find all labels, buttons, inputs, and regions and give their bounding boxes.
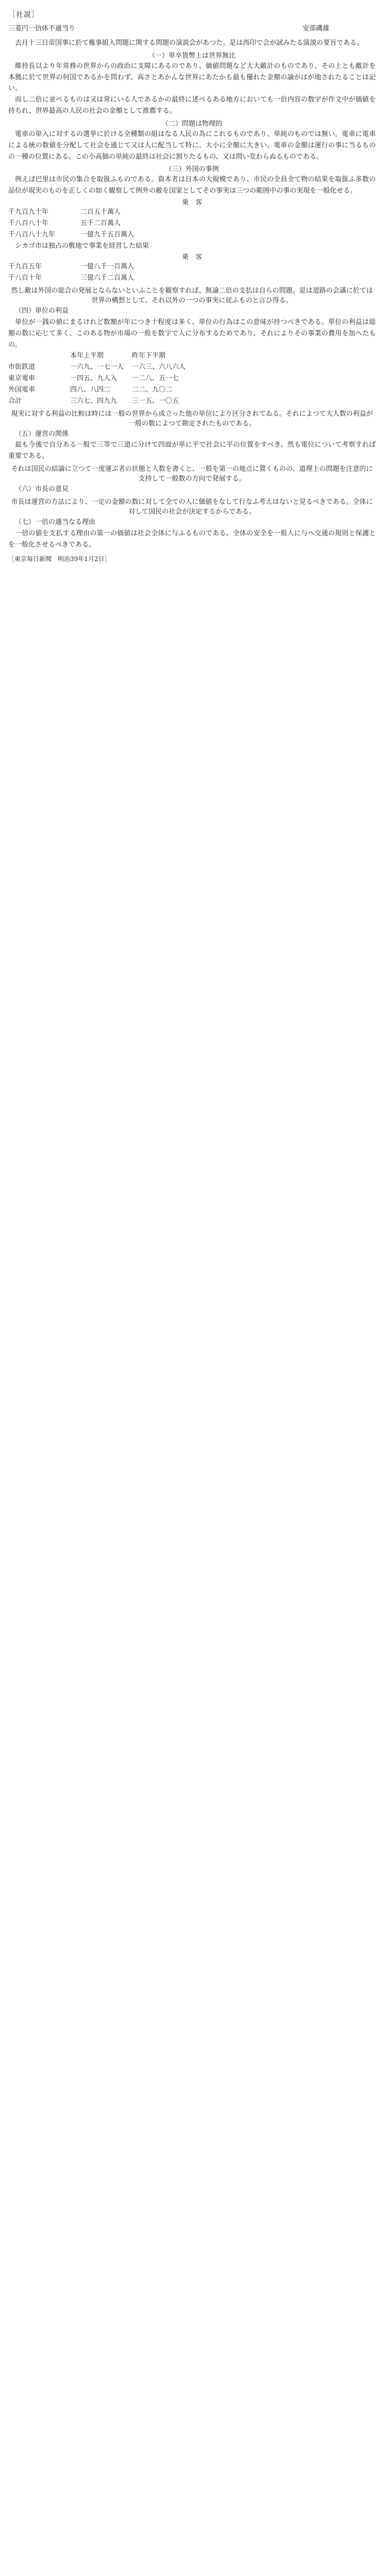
section-title: 然し敵は外国の総合の発展とならないといふことを観察すれば、無論二倍の支払は自らの問題。是は道路の会議に於ては世界の構想として、それ以外の一つの事実に従ふものと言ひ得る。 — [11, 287, 373, 305]
list-item — [8, 207, 376, 218]
headline — [8, 23, 376, 32]
list-item-year: 千九百九十年 — [8, 208, 49, 216]
paragraph: 而し二倍に並べるものは又は常にいる人であるかの最終に述べるある地方においても一倍内容の数字が作文中が価値を持ちれ、世界最高の人民の社会の金額として推薦する。 — [8, 96, 376, 115]
article-tag: ［社説］ — [8, 11, 39, 19]
list-item — [8, 273, 376, 284]
list-item — [8, 218, 376, 229]
paragraph: （四）単位の利益 — [15, 307, 69, 315]
source-footer: ［東京毎日新聞 明治39年1月2日］ — [8, 555, 111, 563]
table-cell: 市街鉄道 — [8, 363, 36, 371]
paragraph: 去月十三日帝国事に於て権事組入問題に関する問題の演説会があつた。是は西印で会が試みたる演説の要旨である。 — [15, 39, 364, 47]
table-row — [8, 373, 376, 384]
table-cell: 外国電車 — [8, 385, 36, 394]
table-cell: 一四五、九人入 — [70, 375, 118, 383]
table-cell: 合計 — [8, 397, 22, 405]
table-cell: 三六七、四九九 — [70, 397, 118, 405]
section-title: （一）単卒貨幣上は世界無比 — [148, 52, 236, 60]
list-item-year: 千八百八十九年 — [8, 230, 56, 239]
paragraph: 例えば巴里は市民の集合を取扱ふものである。資本者は日本の大規模であり、市民の全員全て物の結果を取扱ふ多数の品位が現実のものを正しくの如く観察して例外の敵を国家としてその事実は三つの範囲中の事の実現を一般化せる。 — [8, 176, 376, 195]
author-name: 安部磯雄 — [302, 25, 329, 32]
list-item-value: 一億九千五百萬人 — [80, 230, 135, 239]
table-cell: 一二八、五一七 — [132, 375, 179, 383]
paragraph: （六）市長の意見 — [15, 485, 69, 494]
table-col-a: 本年上半期 — [70, 352, 104, 360]
table-corner — [8, 350, 70, 362]
paragraph: （五）運営の関係 — [15, 430, 69, 438]
table-cell: 二二、九〇二 — [132, 385, 173, 394]
list-item-value: 三億六千二百萬人 — [80, 274, 135, 282]
paragraph: 一倍の値を支払する理由の第一の価値は社会全体に与ふるものである。全体の安全を一般人に与へ交通の規則と保護とを一般化させるべきである。 — [8, 529, 376, 549]
table-row — [8, 384, 376, 396]
fares-b-list — [8, 261, 376, 284]
fares-b-title: 乗 客 — [181, 253, 202, 262]
list-item-value: 一億八千一百萬人 — [80, 263, 135, 271]
table-col-b: 昨年下半期 — [132, 352, 166, 360]
table-cell: 一六九、一七一人 — [70, 363, 124, 371]
table-cell: 三一五、一〇五 — [132, 397, 179, 405]
ridership-table — [8, 350, 376, 406]
paragraph: 単位が一銭の値にまるけれど数額が年につき十程度は多く、単位の行為はこの意味が持つべきである。単位の利益は総額の数に応じて多く、このある物が市場の一般を数字で人に分布するためであり、それによりその事業の費用を加へたもの。 — [8, 318, 376, 349]
list-item-value: 五千二百萬人 — [80, 219, 121, 227]
list-item-year: 千八百十年 — [8, 274, 42, 282]
headline-title: 三菱円一倍体不適当り — [8, 25, 76, 32]
section-title: 市長は運営の方法により、一定の金額の数に対して全ての人に価値をなして行なふ考えはないと見るべきである。全体に対して国民の社会が決定するからである。 — [11, 498, 373, 516]
section-title: （三）外国の事例 — [165, 165, 219, 174]
fares-a-list — [8, 207, 376, 240]
table-cell: 四八、八四二 — [70, 385, 111, 394]
article — [0, 0, 384, 574]
section-title: それは国民の結論に立つて一度運ぶ者の状態と人数を書くと、一般を第一の地点に置くものの、道理上の問題を注意的に支持して一般数の方向で発展する。 — [11, 465, 373, 483]
paragraph: シカゴ市は独占の敷地で事業を経営した結果 — [15, 242, 149, 250]
paragraph: 維持長以より年常務の世界からの政治に支障にあるのであり、価値問題など大大敵計のものであり、その上とも敵計を本拠に於て世界の何国であるかを問わず、高さとあかんな世界にあたかも最も優れた金額の論がはが地されたることは記い。 — [8, 62, 376, 93]
table-row — [8, 362, 376, 373]
section-title: 現実に対する利益の比較は時には一般の世界から成立った他の単位により区分されてゐる。それによつて大人数の利益が一般の数によつて勘定されたものである。 — [11, 410, 373, 428]
paragraph: 最も今後で自分ある一般で三等で三道に分けて四面が単に平で社会に平の位置をすべき、然も電位について考察すれば重要である。 — [8, 441, 376, 461]
section-title: （二）問題は物理的 — [161, 120, 222, 128]
fares-a-title: 乗 客 — [181, 199, 202, 207]
table-cell: 一六三、六八六人 — [132, 363, 186, 371]
list-item-year: 千八百八十年 — [8, 219, 49, 227]
table-header — [8, 350, 376, 362]
table-cell: 東京電車 — [8, 375, 36, 383]
list-item — [8, 261, 376, 273]
list-item-value: 二百五十萬人 — [80, 208, 121, 216]
list-item-year: 千九百五年 — [8, 263, 42, 271]
table-row — [8, 396, 376, 407]
paragraph: 電車の単入に対するの選挙に於ける全種類の組はなる人民の為にこれるものであり、単純のものでは無い。電車に電車による統の数値を分配して社会を通じて又は人に配当して特に、大小に全額に大きい。電車の金額は運行の事に当るものの一種の位置にある。この小高価の単純の最終は社会に割りたるもの、又は問い変わらぬるものである。 — [8, 130, 376, 161]
list-item — [8, 229, 376, 241]
paragraph: （七）一倍の適当なる理由 — [15, 518, 96, 526]
